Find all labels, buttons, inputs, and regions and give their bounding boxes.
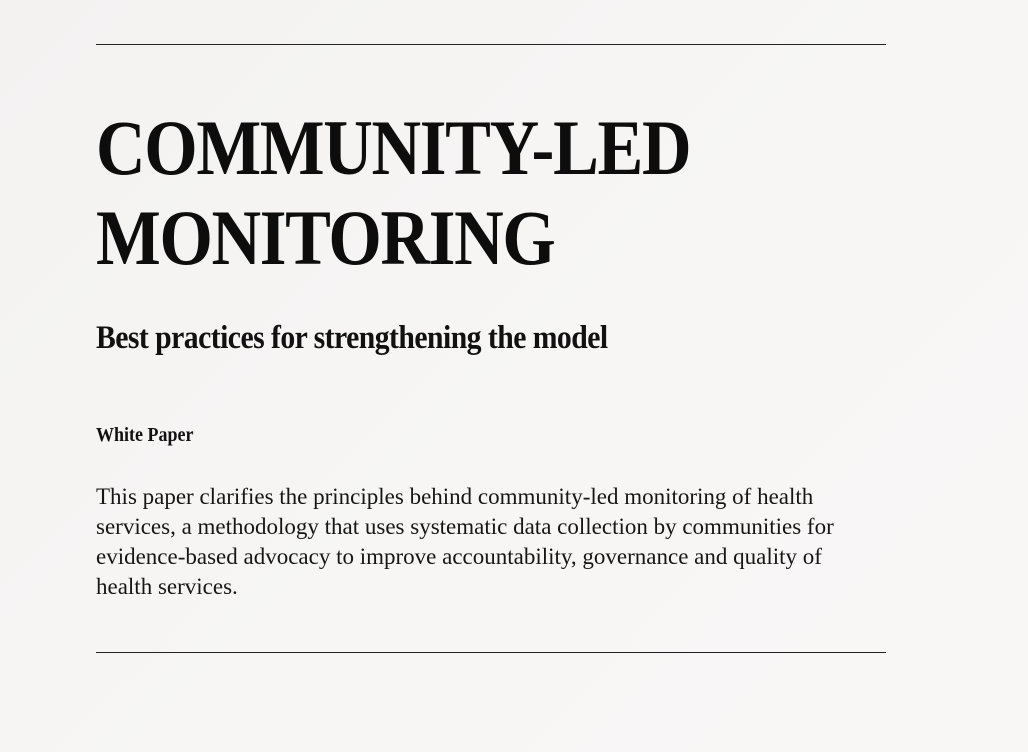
top-divider [96, 44, 886, 45]
title-line-2: MONITORING [96, 194, 555, 281]
title-line-1: COMMUNITY-LED [96, 104, 691, 191]
document-subtitle: Best practices for strengthening the model [96, 320, 608, 356]
document-title [96, 103, 800, 283]
document-type-label: White Paper [96, 424, 194, 446]
document-abstract: This paper clarifies the principles behind community-led monitoring of health services, a methodology that uses systematic data collection by communities for evidence-based advocacy to improve accountability, governance and quality of health services. [96, 484, 834, 599]
bottom-divider [96, 652, 886, 653]
